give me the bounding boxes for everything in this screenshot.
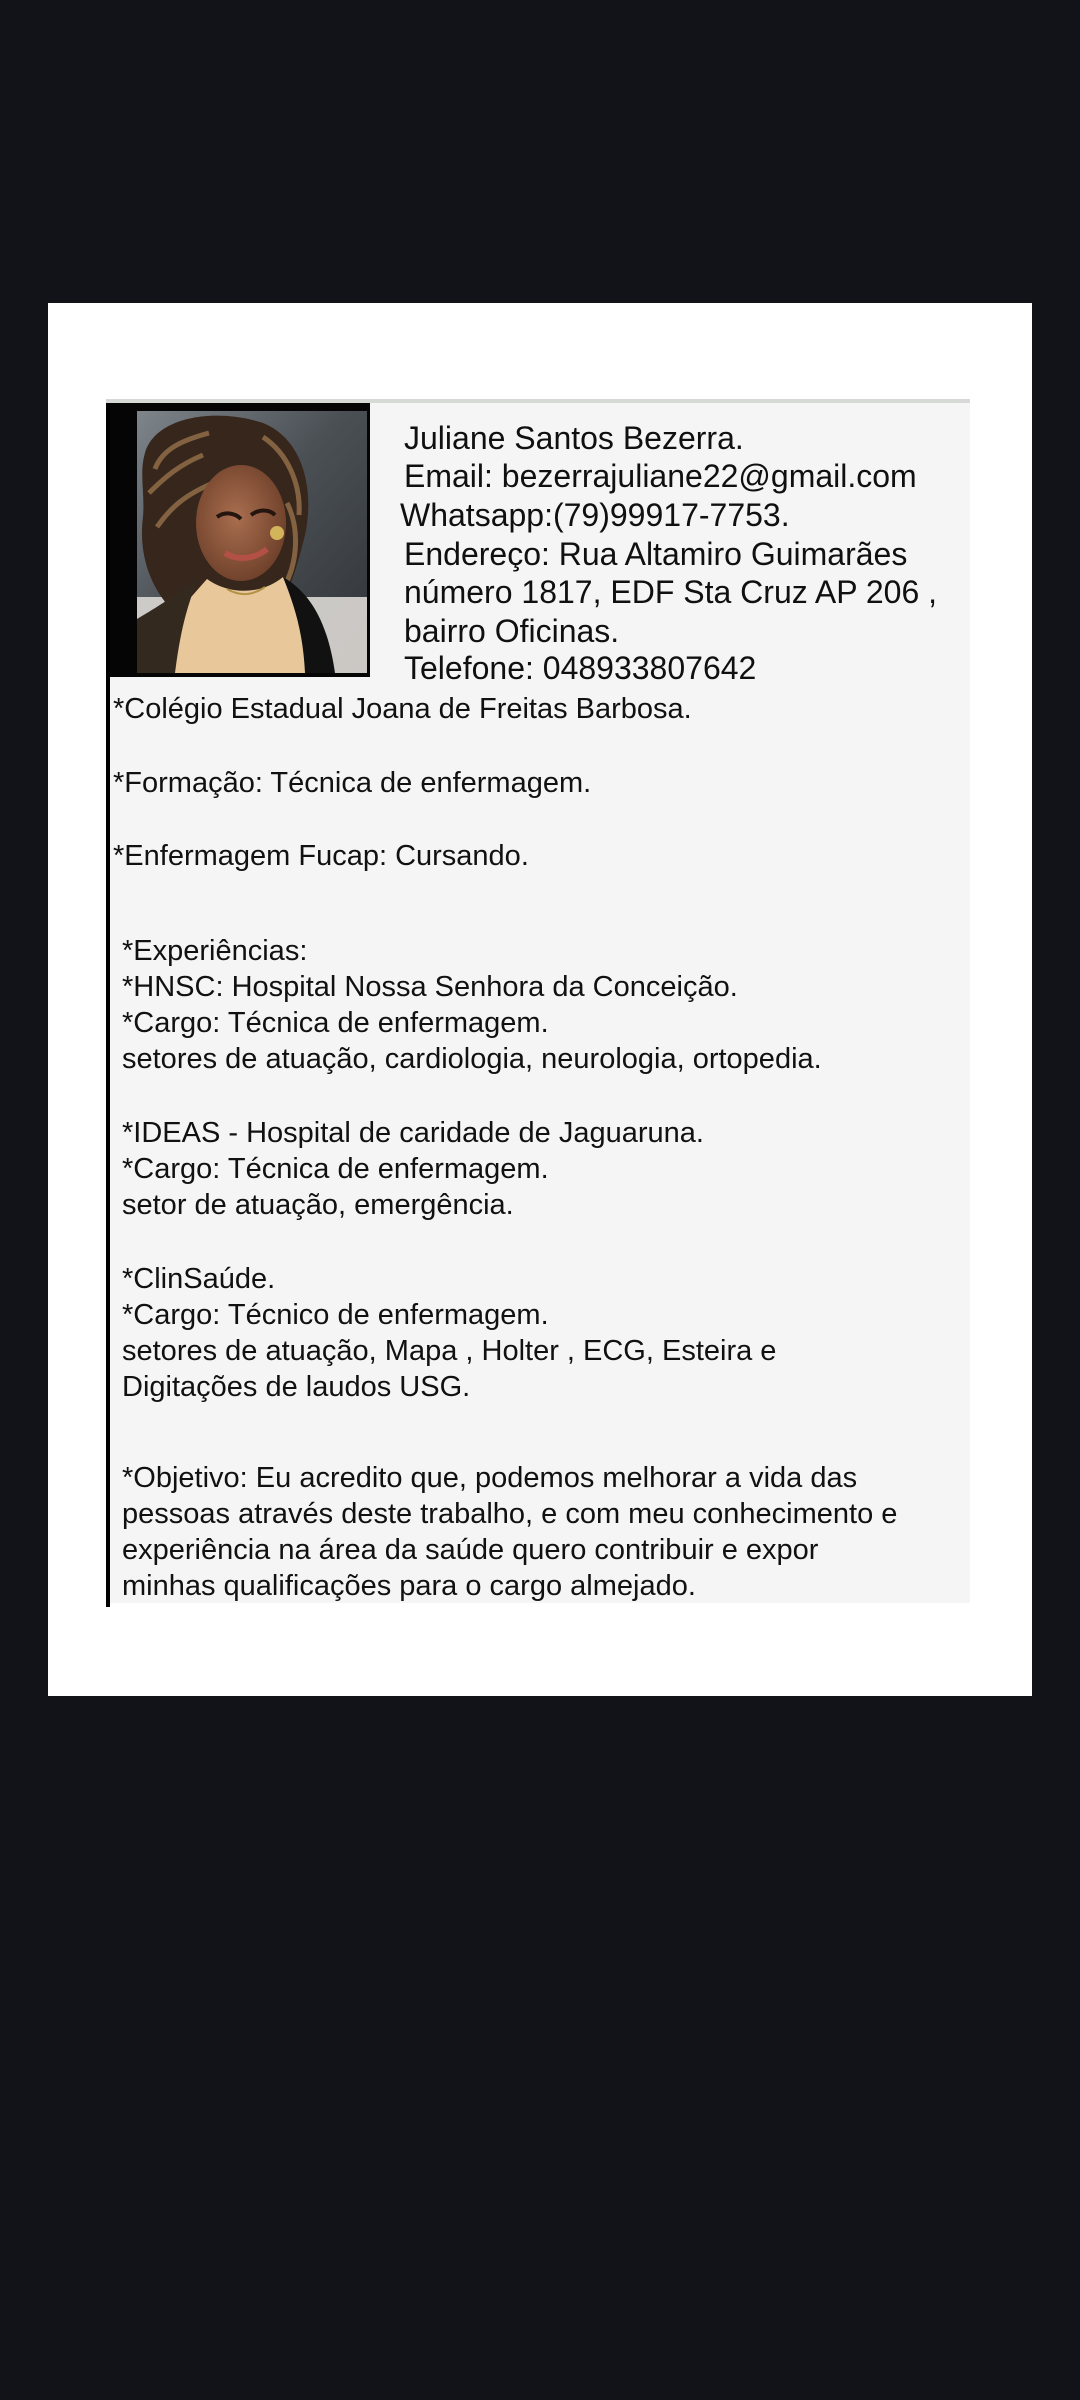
candidate-name: Juliane Santos Bezerra. bbox=[404, 420, 744, 456]
job-1-sector: setores de atuação, cardiologia, neurologia, ortopedia. bbox=[122, 1043, 822, 1075]
objective-line-4: minhas qualificações para o cargo almejado. bbox=[122, 1570, 696, 1602]
job-3-place: *ClinSaúde. bbox=[122, 1263, 276, 1295]
job-3-role: *Cargo: Técnico de enfermagem. bbox=[122, 1299, 549, 1331]
whatsapp-text: Whatsapp:(79)99917-7753. bbox=[400, 497, 790, 533]
resume-image bbox=[48, 303, 1032, 1696]
objective-line-1: *Objetivo: Eu acredito que, podemos melhorar a vida das bbox=[122, 1462, 858, 1494]
address-line-1: Endereço: Rua Altamiro Guimarães bbox=[404, 536, 908, 572]
objective-line-2: pessoas através deste trabalho, e com meu conhecimento e bbox=[122, 1498, 898, 1530]
job-2-role: *Cargo: Técnica de enfermagem. bbox=[122, 1153, 549, 1185]
address-line-3: bairro Oficinas. bbox=[404, 613, 620, 649]
school-text: *Colégio Estadual Joana de Freitas Barbosa. bbox=[113, 693, 692, 725]
job-2-sector: setor de atuação, emergência. bbox=[122, 1189, 514, 1221]
job-1-role: *Cargo: Técnica de enfermagem. bbox=[122, 1007, 549, 1039]
contact-header bbox=[106, 403, 970, 703]
course-text: *Enfermagem Fucap: Cursando. bbox=[113, 840, 529, 872]
address-line-2: número 1817, EDF Sta Cruz AP 206 , bbox=[404, 574, 938, 610]
experiences-title: *Experiências: bbox=[122, 935, 308, 967]
email-text: Email: bezerrajuliane22@gmail.com bbox=[404, 458, 917, 494]
objective-line-3: experiência na área da saúde quero contribuir e expor bbox=[122, 1534, 819, 1566]
job-1-place: *HNSC: Hospital Nossa Senhora da Conceição. bbox=[122, 971, 738, 1003]
phone-text: Telefone: 048933807642 bbox=[404, 650, 757, 686]
job-2-place: *IDEAS - Hospital de caridade de Jaguaruna. bbox=[122, 1117, 704, 1149]
job-3-sector-line-2: Digitações de laudos USG. bbox=[122, 1371, 471, 1403]
formation-text: *Formação: Técnica de enfermagem. bbox=[113, 767, 592, 799]
job-3-sector-line-1: setores de atuação, Mapa , Holter , ECG, Esteira e bbox=[122, 1335, 777, 1367]
resume-document bbox=[106, 399, 970, 1603]
